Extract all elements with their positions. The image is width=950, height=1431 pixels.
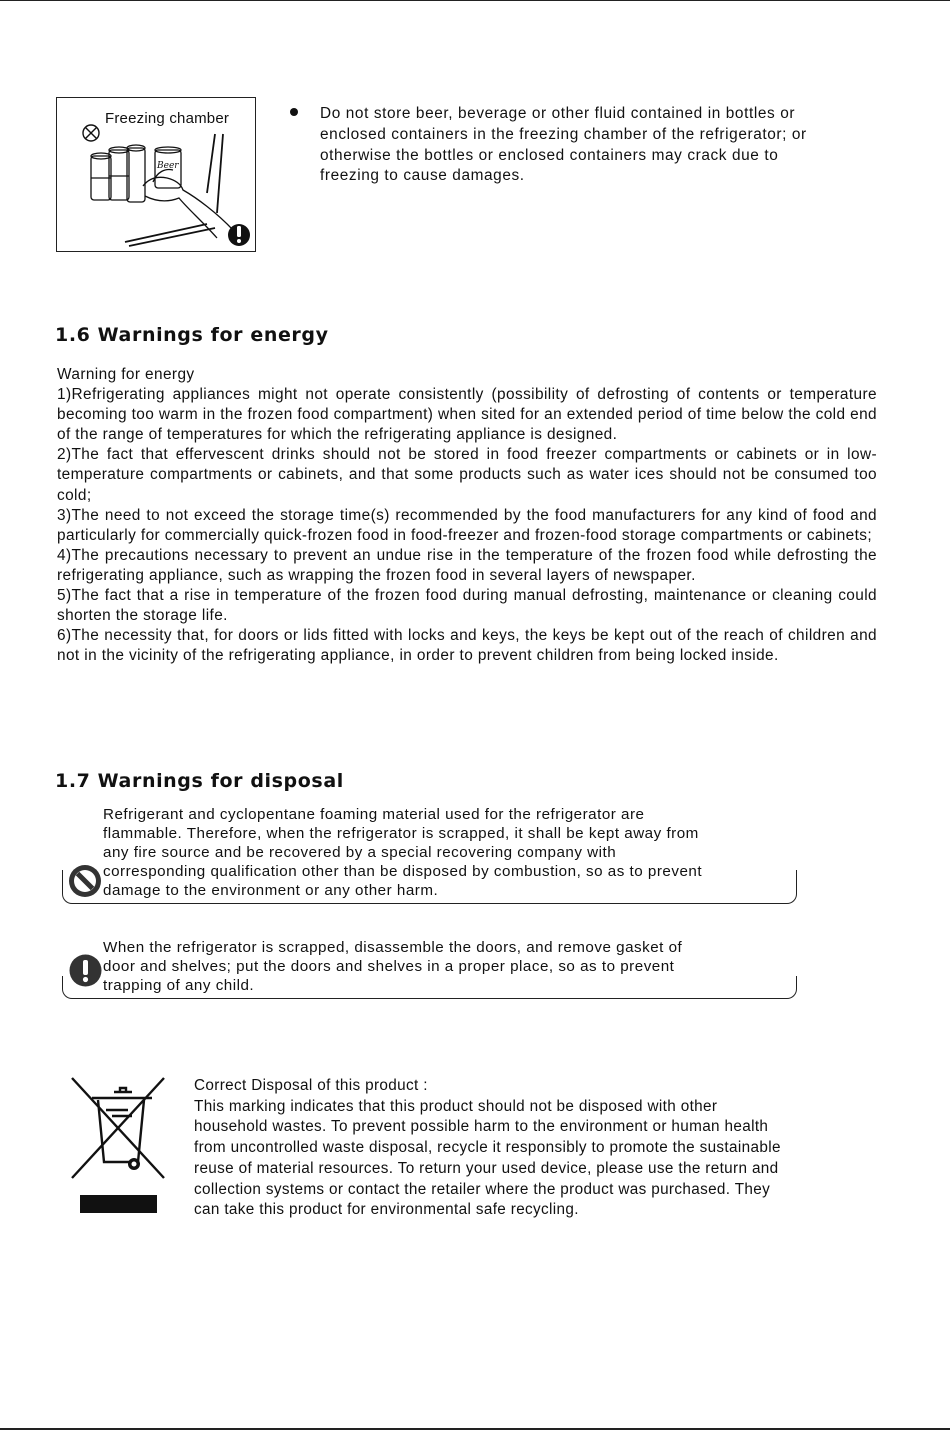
- freezing-note-line: enclosed containers in the freezing chamber of the refrigerator; or: [320, 125, 807, 143]
- disposal-warning-line: Refrigerant and cyclopentane foaming material used for the refrigerator are: [103, 806, 645, 823]
- exclamation-icon: [69, 954, 102, 987]
- correct-disposal-line: can take this product for environmental safe recycling.: [194, 1201, 579, 1219]
- figure-label: Freezing chamber: [105, 110, 230, 127]
- section-heading-energy: 1.6 Warnings for energy: [55, 324, 329, 346]
- disposal-warning-line: flammable. Therefore, when the refrigerator is scrapped, it shall be kept away from: [103, 824, 699, 842]
- energy-subheading: Warning for energy: [57, 366, 195, 383]
- bottle-label: Beer: [157, 161, 179, 171]
- disposal-warning-line: trapping of any child.: [103, 977, 255, 994]
- freezing-note-line: otherwise the bottles or enclosed containers may crack due to: [320, 146, 779, 164]
- crossed-out-bin-icon: [68, 1076, 168, 1196]
- energy-warnings: [57, 365, 877, 666]
- correct-disposal-title: Correct Disposal of this product :: [194, 1077, 428, 1094]
- disposal-warning-line: corresponding qualification other than be disposed by combustion, so as to prevent: [103, 862, 703, 880]
- energy-item: 1)Refrigerating appliances might not operate consistently (possibility of defrosting of contents or temperature becoming too warm in the frozen food compartment) when sited for an extended period of time below the cold end of the range of temperatures for which the refrigerating appliance is designed.: [57, 386, 877, 444]
- energy-item: 4)The precautions necessary to prevent an undue rise in the temperature of the frozen food while defrosting the refrigerating appliance, such as wrapping the frozen food in several layers of newspaper.: [57, 546, 877, 584]
- correct-disposal-line: household wastes. To prevent possible harm to the environment or human health: [194, 1118, 769, 1136]
- correct-disposal-line: reuse of material resources. To return your used device, please use the return and: [194, 1159, 779, 1177]
- exclamation-icon: [228, 224, 250, 246]
- section-heading-disposal: 1.7 Warnings for disposal: [55, 770, 344, 792]
- no-fire-icon: [68, 864, 102, 898]
- disposal-warning-2: [103, 938, 793, 995]
- freezing-note-line: Do not store beer, beverage or other fluid contained in bottles or: [320, 105, 796, 122]
- disposal-warning-line: any fire source and be recovered by a special recovering company with: [103, 843, 617, 861]
- energy-item: 6)The necessity that, for doors or lids fitted with locks and keys, the keys be kept out of the reach of children and not in the vicinity of the refrigerating appliance, in order to prevent children from being locked inside.: [57, 627, 877, 665]
- correct-disposal-line: from uncontrolled waste disposal, recycle it responsibly to promote the sustainable: [194, 1139, 781, 1157]
- freezing-note: [320, 104, 877, 187]
- prohibited-icon: [83, 125, 99, 141]
- energy-item: 3)The need to not exceed the storage time(s) recommended by the food manufacturers for any kind of food and particularly for commercially quick-frozen food in food-freezer and frozen-food storage compartments or cabinets;: [57, 506, 877, 544]
- disposal-warning-1: [103, 806, 793, 901]
- energy-item: 5)The fact that a rise in temperature of the frozen food during manual defrosting, maintenance or cleaning could shorten the storage life.: [57, 587, 877, 625]
- energy-item: 2)The fact that effervescent drinks should not be stored in food freezer compartments or cabinets or in low-temperature compartments or cabinets, and that some products such as water ices should not be consumed too cold;: [57, 446, 877, 504]
- bottles-drawing: [91, 145, 181, 202]
- correct-disposal-line: collection systems or contact the retailer where the product was purchased. They: [194, 1180, 771, 1198]
- freezing-note-line: freezing to cause damages.: [320, 167, 525, 185]
- bullet-icon: [290, 108, 298, 116]
- correct-disposal-line: This marking indicates that this product should not be disposed with other: [194, 1097, 718, 1115]
- disposal-warning-line: door and shelves; put the doors and shelves in a proper place, so as to prevent: [103, 958, 675, 975]
- disposal-warning-line: damage to the environment or any other harm.: [103, 881, 439, 899]
- disposal-warning-line: When the refrigerator is scrapped, disassemble the doors, and remove gasket of: [103, 939, 683, 956]
- correct-disposal: [194, 1076, 877, 1221]
- freezing-chamber-figure: [56, 97, 256, 252]
- bottom-rule: [0, 1428, 950, 1430]
- top-rule: [0, 0, 950, 1]
- weee-bar: [80, 1195, 157, 1213]
